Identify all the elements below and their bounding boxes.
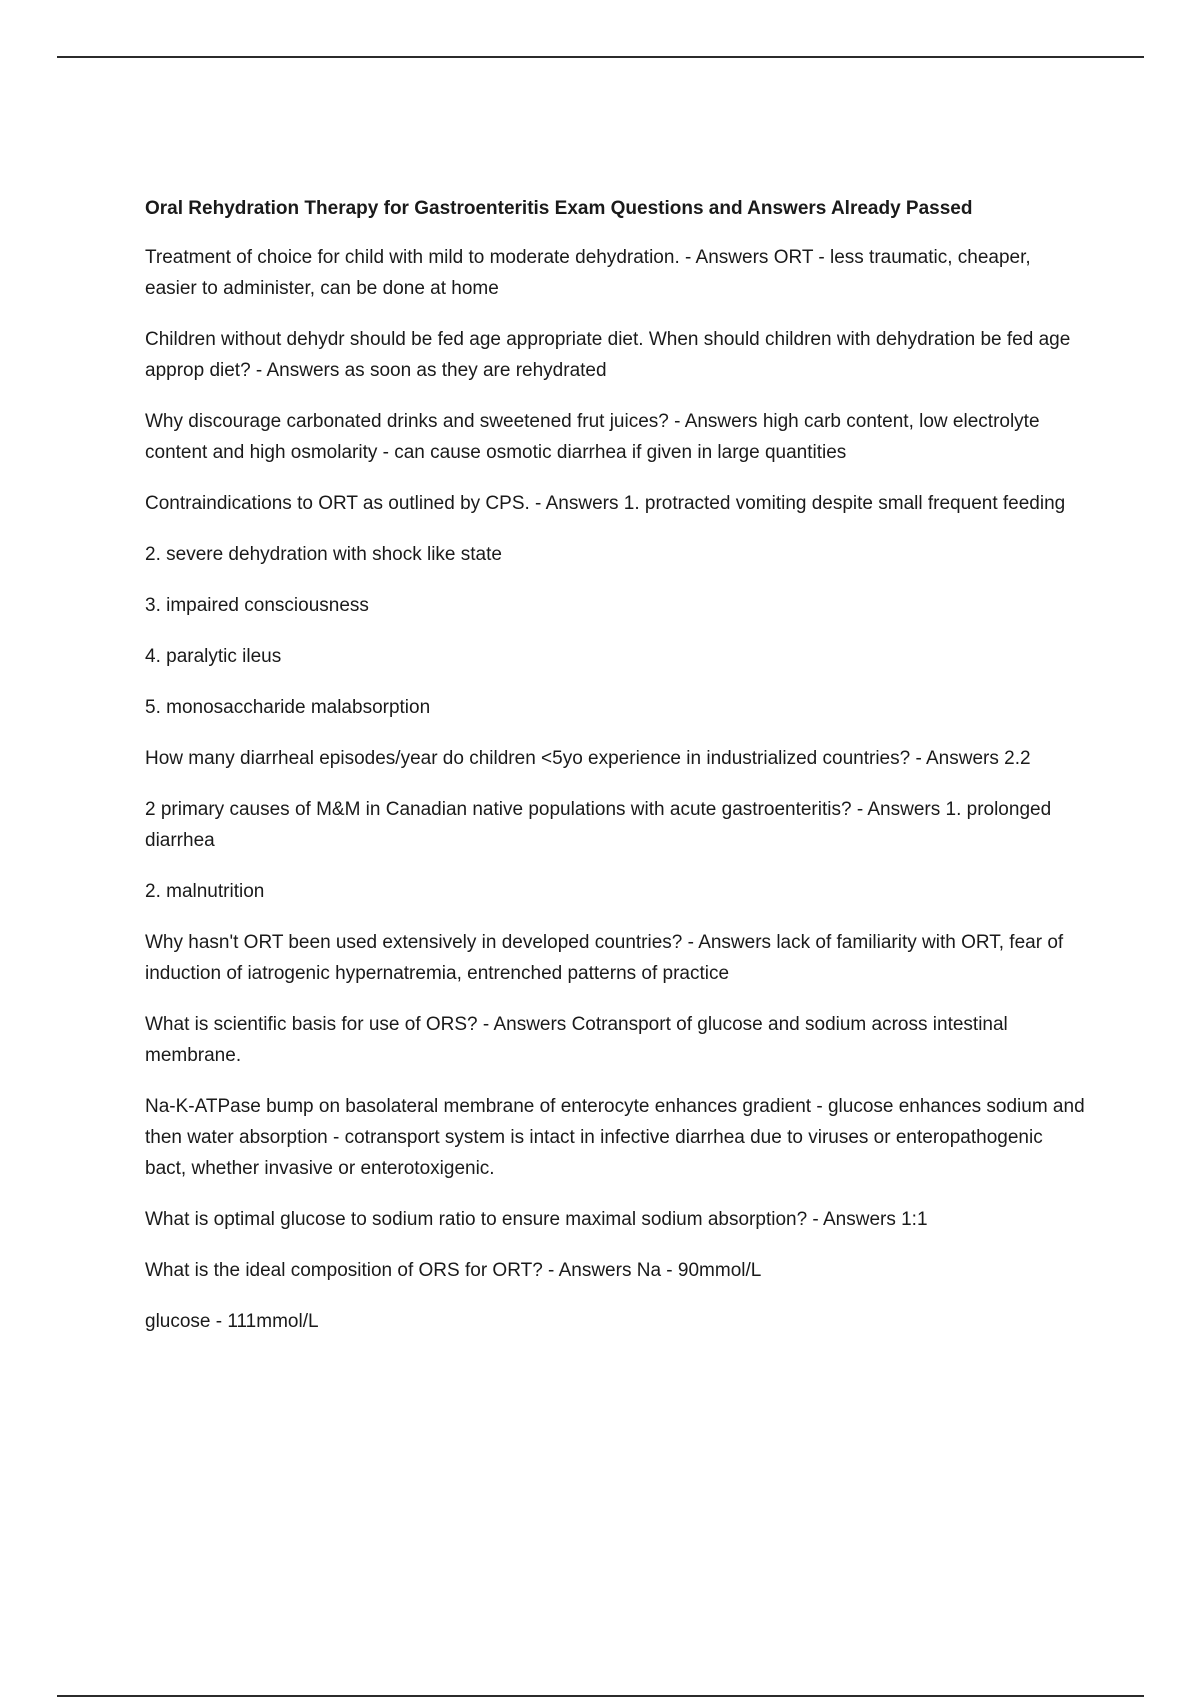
footer-rule (57, 1695, 1144, 1697)
qa-paragraph: Na-K-ATPase bump on basolateral membrane of enterocyte enhances gradient - glucose enhances sodium and then water absorption - cotransport system is intact in infective diarrhea due to viruses or enteropathogenic bact, whether invasive or enterotoxigenic. (145, 1096, 1085, 1179)
qa-paragraph: Treatment of choice for child with mild to moderate dehydration. - Answers ORT - less traumatic, cheaper, easier to administer, can be done at home (145, 247, 1031, 299)
document-body (145, 194, 1085, 1357)
qa-paragraph: 3. impaired consciousness (145, 595, 369, 616)
qa-paragraph: Contraindications to ORT as outlined by CPS. - Answers 1. protracted vomiting despite small frequent feeding (145, 493, 1066, 514)
qa-paragraph: What is optimal glucose to sodium ratio to ensure maximal sodium absorption? - Answers 1:1 (145, 1209, 928, 1230)
header-rule (57, 56, 1144, 58)
qa-paragraph: Children without dehydr should be fed age appropriate diet. When should children with dehydration be fed age approp diet? - Answers as soon as they are rehydrated (145, 329, 1071, 381)
qa-paragraph: 2. severe dehydration with shock like state (145, 544, 502, 565)
qa-paragraph: What is scientific basis for use of ORS? - Answers Cotransport of glucose and sodium across intestinal membrane. (145, 1014, 1008, 1066)
qa-paragraph: Why discourage carbonated drinks and sweetened frut juices? - Answers high carb content, low electrolyte content and high osmolarity - can cause osmotic diarrhea if given in large quantities (145, 411, 1040, 463)
qa-paragraph: 5. monosaccharide malabsorption (145, 697, 431, 718)
qa-paragraph: glucose - 111mmol/L (145, 1311, 319, 1332)
qa-paragraph: 2. malnutrition (145, 881, 265, 902)
qa-paragraph: 2 primary causes of M&M in Canadian native populations with acute gastroenteritis? - Answers 1. prolonged diarrhea (145, 799, 1052, 851)
document-title: Oral Rehydration Therapy for Gastroenteritis Exam Questions and Answers Already Passed (145, 198, 973, 219)
qa-paragraph: Why hasn't ORT been used extensively in developed countries? - Answers lack of familiarity with ORT, fear of induction of iatrogenic hypernatremia, entrenched patterns of practice (145, 932, 1064, 984)
qa-paragraph: How many diarrheal episodes/year do children <5yo experience in industrialized countries? - Answers 2.2 (145, 748, 1031, 769)
qa-paragraph: What is the ideal composition of ORS for ORT? - Answers Na - 90mmol/L (145, 1260, 762, 1281)
qa-paragraph: 4. paralytic ileus (145, 646, 282, 667)
